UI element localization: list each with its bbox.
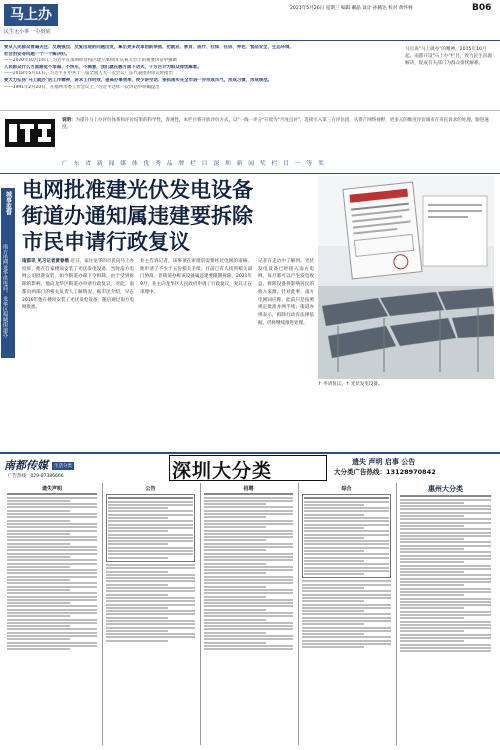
quote-source: ——2020年10月14日，习近平在深圳经济特区建立40周年庆祝大会上的重要讲话中强调 [4, 58, 177, 64]
quote-line: 要从人民群众普遍关注、反映强烈、反复出现的问题出发，拿出更多改革创新举措，把就业、教育、医疗、社保、住房、养老、食品安全、生态环境、 [4, 45, 294, 50]
section-rule [0, 110, 500, 111]
ads-rule [0, 452, 500, 454]
section-tab-label: 城事监督 [4, 191, 12, 215]
page-header [0, 0, 500, 42]
article-rule [0, 173, 500, 174]
headline-line: 电网批准建光伏发电设备 [22, 178, 253, 202]
header-rule [0, 40, 500, 41]
page-number: B06 [472, 3, 492, 13]
quote-line: 人民群众什么方面感觉不幸福、不快乐、不满意，我们就在哪方面下功夫，千方百计为群众排忧解难。 [4, 64, 202, 70]
article-column-2: 业主告诉记者，该事项在审批前需要经过电网的审核，他申请了不少于五份相关手续，目前已有人找到相关部门协商，但街道办称该设备属违建要限期拆除。2021年9月，业主向龙华区人民政府申请了行政复议，复议正在审理中。 [140, 259, 252, 295]
ad-hotline: 大分类广告热线：13128970842 [334, 468, 436, 476]
award-banner: 广 东 省 新 闻 媒 体 优 秀 品 牌 栏 目 深 圳 新 闻 奖 栏 目 一 等 奖 [62, 161, 326, 167]
ad-phone: 广告热线：029-87386666 [8, 474, 64, 479]
column-logo: 马上办 [4, 4, 58, 26]
article-photo [318, 176, 494, 379]
photo-caption: ↑ 申请复议。↑ 光伏发电设备。 [318, 382, 383, 387]
ad-section-label: 惠州大分类 [428, 485, 463, 493]
ad-section-label: 招聘 [243, 486, 254, 492]
xi-quotes [4, 45, 399, 91]
article-text: 近日，家住龙华的市民向马上办投诉，他在自家楼顶安装了光伏发电设备，当时南方电网公司批准安装，如今街道办却下令拆除，由于受到拆除的影响，他向龙华区街道办申请行政复议，对此，南都向两部门的相关负责人了解情况。据市民介绍，早在2016年他在楼顶安装了光伏发电设备，随后通过南方电网批准。 [22, 259, 134, 311]
article-byline: 南都讯 见习记者黄春楷 [22, 259, 69, 264]
desc-label: 说明： [62, 118, 76, 123]
ad-column [396, 483, 494, 745]
ad-section-label: 综合 [341, 486, 352, 492]
section-subtopic: 南方电网龙华供电局、龙华区福城街道办 [2, 244, 8, 338]
column-info [4, 114, 494, 176]
article-column-3: 记者在走访中了解到，光伏发电设备已经接入南方电网，每月都可以产生发电收益。拆除设备将影响居民的收入来源。针对此事，南方电网回应称，此前只是按照规定批准并网手续；街道办则表示，拆除行动有法律依据，仍将继续推进处理。 [258, 259, 314, 326]
ad-title: 深圳大分类 [172, 460, 273, 482]
ad-section-label: 公告 [145, 486, 156, 492]
solar-panel-photo-icon [318, 176, 494, 379]
logo-slogan: 民生无小事 一办到底 [4, 29, 51, 35]
headline-line: 街道办通知属违建要拆除 [22, 204, 253, 228]
column-description [62, 118, 494, 132]
desc-text: 为提升马上办评价体系和评价结果的科学性，客观性，本栏目将开放评价方式，以"一线一评分"开放为"月度点评"，选择引入第三方评估团，从资产网络视野，更多元的维度评价城市在市民诉求的处理、跟进速度。 [62, 118, 489, 130]
ad-section-label: 遗失声明 [41, 486, 62, 492]
classified-grid [4, 483, 494, 745]
quote-line: 社会治安等问题一个一个解决好。 [4, 51, 70, 57]
quote-source: ——1991年2月20日，在福州市委工作会议上，习近平这样一次讲话中明确提出 [4, 84, 160, 90]
ad-logo-sub: 生活分类 [54, 464, 72, 469]
article-column-1 [22, 258, 134, 312]
headline-line: 市民申请行政复议 [22, 230, 190, 254]
quote-source: ——2018年5月11日，习近平在中共十三届全国人大一次会议广东代表团的审议时指出 [4, 71, 173, 77]
ad-column [298, 483, 394, 745]
article-headline [22, 177, 280, 255]
ad-logo: 南都传媒 [4, 459, 48, 472]
column-stamp-icon [4, 118, 56, 148]
classified-header [4, 455, 494, 481]
date-line: 2021年5月26日 星期三 编辑 戴晶 设计 孙腾达 校对 黄怀林 [290, 6, 413, 11]
ad-column [102, 483, 198, 745]
ad-subtitle: 遗失 声明 启事 公告 [352, 458, 416, 466]
ad-column [4, 483, 100, 745]
quote-line: 要大力弘扬"马上就办"的工作精神，讲求工作时效，提高办事效率，使少讲空话、狠抓落实在全市进一步形成风气，形成习惯，形成规范。 [4, 77, 273, 83]
intro-sidebox: 马官说"马上就办"的精神，2015年10月起，南都开设"马上办"栏目，致力民生问题解决，促成有关部门为群众排忧解难。 [405, 47, 492, 66]
ad-column [200, 483, 296, 745]
